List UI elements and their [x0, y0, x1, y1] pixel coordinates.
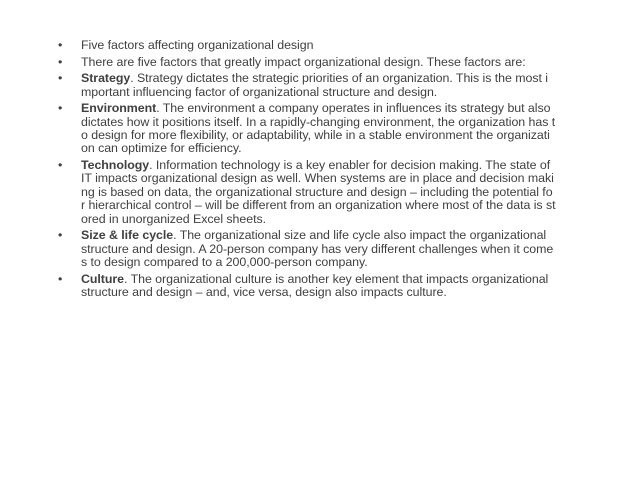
item-term: Environment	[81, 101, 157, 116]
item-term: Technology	[81, 158, 150, 172]
bullet-icon: •	[58, 38, 63, 52]
item-text: . Information technology is a key enabler for decision making. The state of IT impacts organizational design as well. When systems are in place and decision maki ng is based on data, the organizational structure and design – including the potential fo r hierarchical control – will be different from an organization where most of the data is st ored in unorganized Excel sheets.	[81, 158, 556, 226]
bullet-icon: •	[58, 271, 63, 286]
bullet-icon: •	[58, 71, 63, 86]
list-item-size-life-cycle	[58, 229, 594, 269]
list-item-environment	[58, 102, 594, 156]
item-text: . Strategy dictates the strategic priorities of an organization. This is the most i mportant influencing factor of organizational structure and design.	[81, 71, 548, 99]
item-text: . The organizational culture is another key element that impacts organizational structure and design – and, vice versa, design also impacts culture.	[81, 271, 549, 300]
list-item-heading	[58, 39, 594, 52]
bullet-icon: •	[58, 228, 63, 243]
list-item-culture	[58, 273, 594, 300]
bullet-icon: •	[58, 54, 63, 69]
item-text: Five factors affecting organizational design	[81, 38, 314, 52]
list-item-strategy	[58, 72, 594, 99]
bullet-icon: •	[58, 101, 63, 116]
item-text: . The environment a company operates in influences its strategy but also dictates how it positions itself. In a rapidly-changing environment, the organization has t o design for more flexibility, or adaptability, while in a stable environment the organizati on can optimize for efficiency.	[81, 101, 556, 156]
item-term: Culture	[81, 271, 125, 286]
list-item-intro	[58, 56, 594, 69]
item-text: There are five factors that greatly impact organizational design. These factors are:	[81, 54, 526, 69]
item-term: Size & life cycle	[81, 228, 174, 243]
item-text: . The organizational size and life cycle also impact the organizational structure and design. A 20-person company has very different challenges when it come s to design compared to a 200,000-person company.	[81, 228, 554, 270]
bullet-icon: •	[58, 158, 63, 172]
item-term: Strategy	[81, 71, 131, 86]
list-item-technology	[58, 159, 594, 226]
bullet-list	[58, 39, 594, 303]
